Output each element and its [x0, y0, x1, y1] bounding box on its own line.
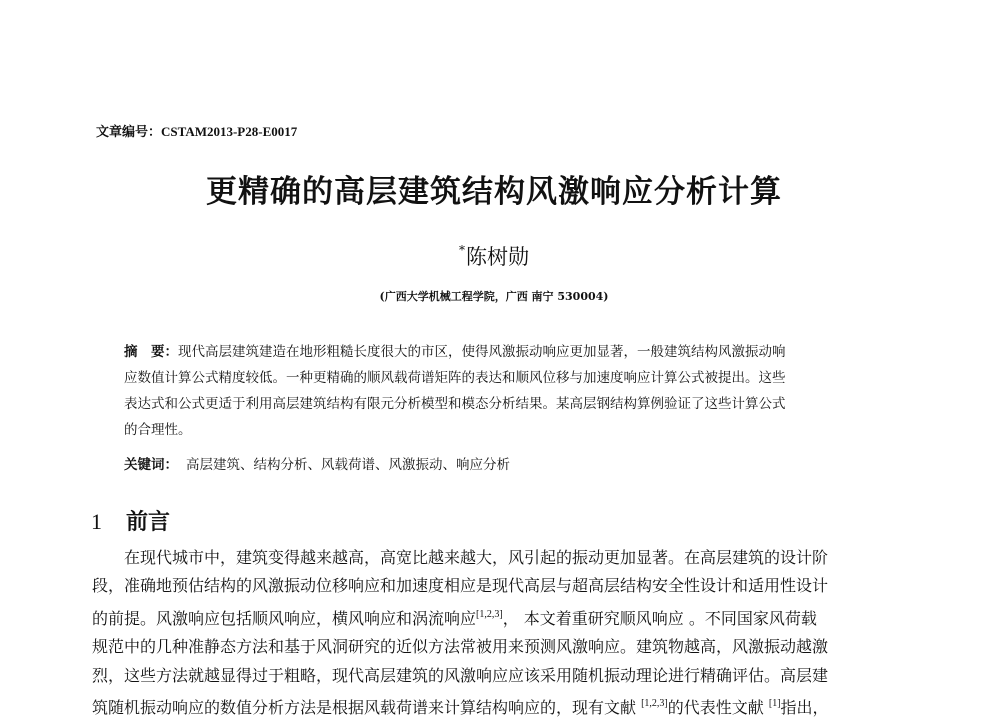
- abstract-line: 表达式和公式更适于利用高层建筑结构有限元分析模型和模态分析结果。某高层钢结构算例验证了这些计算公式: [124, 396, 786, 412]
- citation: [1,2,3]: [476, 608, 503, 620]
- author: [0, 241, 988, 271]
- body-segment: 筑随机振动响应的数值分析方法是根据风载荷谱来计算结构响应的，现有文献: [92, 698, 642, 718]
- body-text: [92, 544, 910, 722]
- body-segment: ， 本文着重研究顺风响应 。不同国家风荷载: [502, 608, 817, 628]
- section-title: 前言: [126, 510, 171, 535]
- abstract: [124, 339, 869, 443]
- section-heading: [91, 505, 170, 536]
- author-marker: *: [459, 243, 465, 257]
- keywords-label: 关键词：: [124, 457, 178, 473]
- paper-title: 更精确的高层建筑结构风激响应分析计算: [206, 174, 782, 210]
- section-number: 1: [91, 509, 102, 534]
- abstract-label: 摘 要：: [124, 344, 178, 360]
- body-segment: 的前提。风激响应包括顺风响应，横风响应和涡流响应: [92, 608, 477, 628]
- abstract-line: [124, 339, 869, 365]
- body-line: 段，准确地预估结构的风激振动位移响应和加速度相应是现代高层与超高层结构安全性设计和适用性设计: [92, 576, 829, 596]
- body-segment: 指出，: [780, 698, 829, 718]
- body-line: [92, 601, 910, 633]
- keywords: [124, 453, 510, 473]
- article-number: 文章编号：CSTAM2013-P28-E0017: [96, 124, 298, 139]
- body-line: 在现代城市中，建筑变得越来越高，高宽比越来越大，风引起的振动更加显著。在高层建筑的设计阶: [124, 548, 829, 567]
- abstract-line: 的合理性。: [124, 422, 192, 438]
- author-name: 陈树勋: [466, 245, 529, 269]
- body-line: 规范中的几种准静态方法和基于风洞研究的近似方法常被用来预测风激响应。建筑物越高，风激振动越激: [92, 637, 829, 657]
- citation: [1,2,3]: [641, 698, 668, 710]
- abstract-text: 现代高层建筑建造在地形粗糙长度很大的市区，使得风激振动响应更加显著，一般建筑结构风激振动响: [178, 344, 786, 360]
- body-line: [92, 690, 910, 722]
- body-line: 烈，这些方法就越显得过于粗略，现代高层建筑的风激响应应该采用随机振动理论进行精确评估。高层建: [92, 665, 829, 685]
- abstract-line: 应数值计算公式精度较低。一种更精确的顺风载荷谱矩阵的表达和顺风位移与加速度响应计算公式被提出。这些: [124, 370, 786, 386]
- affiliation: (广西大学机械工程学院，广西 南宁 530004): [379, 290, 609, 303]
- citation: [1]: [768, 698, 781, 710]
- keywords-text: 高层建筑、结构分析、风载荷谱、风激振动、响应分析: [186, 457, 510, 473]
- body-segment: 的代表性文献: [667, 698, 769, 718]
